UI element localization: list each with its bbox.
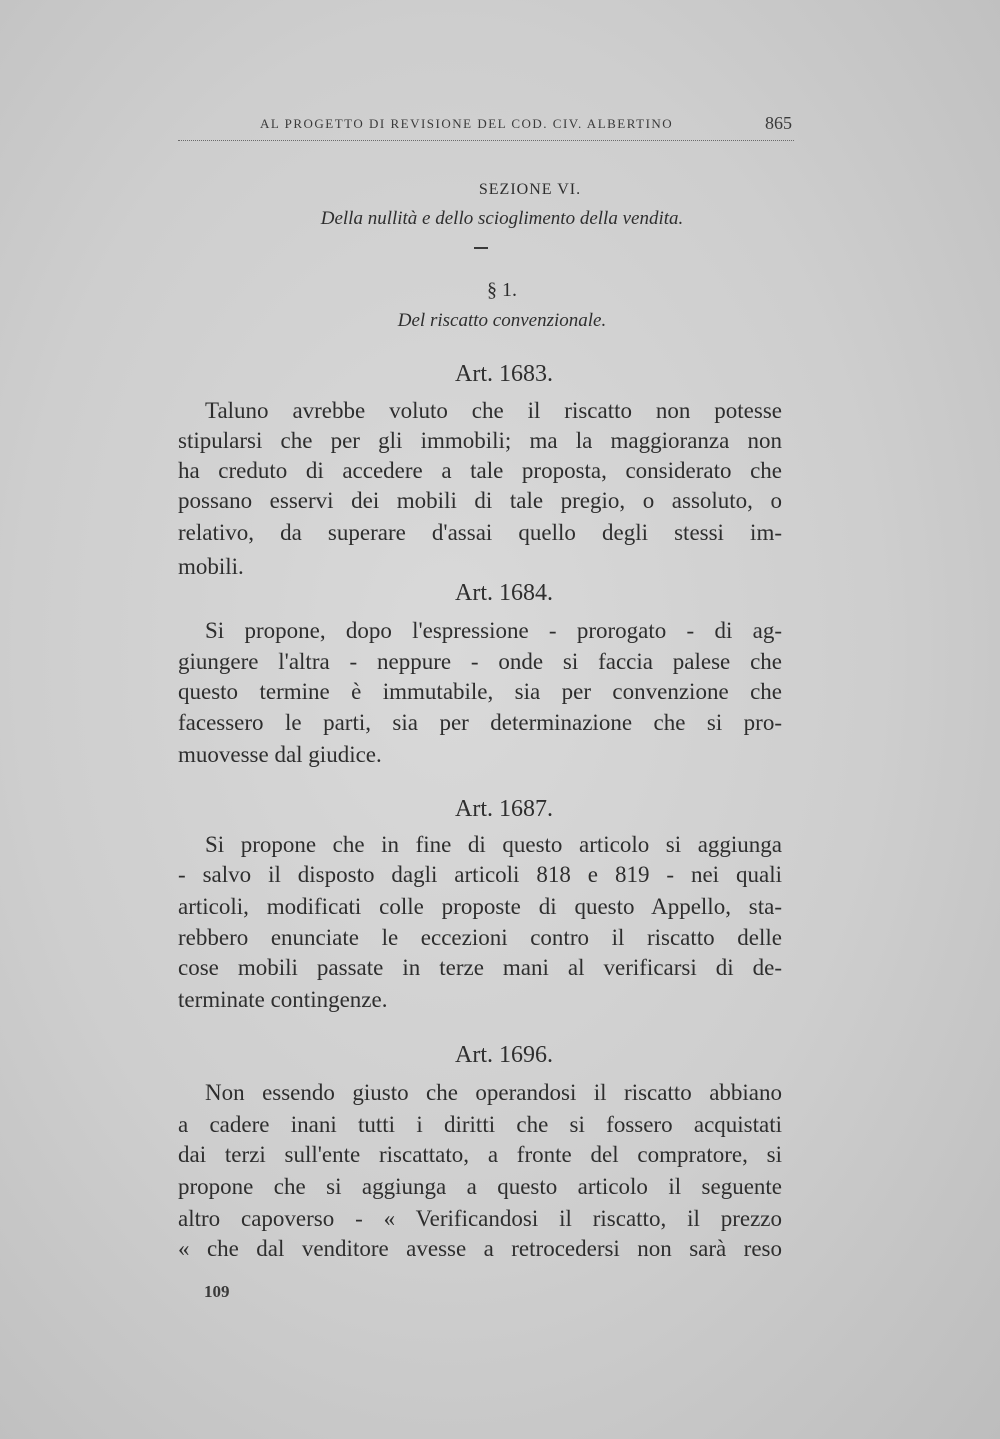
article-text-line: muovesse dal giudice. — [178, 742, 382, 767]
article-text-line: Si propone che in fine di questo articolo si aggiunga — [205, 832, 782, 857]
article-heading: Art. 1683. — [455, 361, 553, 387]
article-text-line: facessero le parti, sia per determinazione che si pro- — [178, 710, 782, 735]
signature-mark: 109 — [204, 1282, 230, 1301]
article-text-line: Non essendo giusto che operandosi il riscatto abbiano — [205, 1080, 782, 1105]
article-text-line: giungere l'altra - neppure - onde si faccia palese che — [178, 649, 782, 674]
subsection-mark: § 1. — [487, 279, 517, 301]
article-text-line: propone che si aggiunga a questo articolo il seguente — [178, 1174, 782, 1199]
article-text-line: relativo, da superare d'assai quello degli stessi im- — [178, 520, 782, 545]
article-text-line: cose mobili passate in terze mani al verificarsi di de- — [178, 955, 782, 980]
section-divider — [474, 247, 488, 249]
running-title: AL PROGETTO DI REVISIONE DEL COD. CIV. ALBERTINO — [260, 116, 674, 131]
article-text-line: ha creduto di accedere a tale proposta, considerato che — [178, 458, 782, 483]
article-text-line: terminate contingenze. — [178, 987, 388, 1012]
article-text-line: questo termine è immutabile, sia per convenzione che — [178, 679, 782, 704]
article-heading: Art. 1684. — [455, 580, 553, 606]
running-head — [178, 113, 794, 141]
article-text-line: Si propone, dopo l'espressione - prorogato - di ag- — [205, 618, 782, 643]
section-title: Della nullità e dello scioglimento della vendita. — [320, 208, 684, 229]
article-text-line: « che dal venditore avesse a retrocedersi non sarà reso — [178, 1236, 782, 1261]
article-text-line: mobili. — [178, 554, 244, 579]
article-text-line: dai terzi sull'ente riscattato, a fronte del compratore, si — [178, 1142, 782, 1167]
article-text-line: a cadere inani tutti i diritti che si fossero acquistati — [178, 1112, 782, 1137]
section-label: SEZIONE VI. — [478, 181, 582, 198]
article-heading: Art. 1696. — [455, 1042, 553, 1068]
article-text-line: rebbero enunciate le eccezioni contro il riscatto delle — [178, 925, 782, 950]
article-text-line: articoli, modificati colle proposte di questo Appello, sta- — [178, 894, 782, 919]
article-text-line: stipularsi che per gli immobili; ma la maggioranza non — [178, 428, 782, 453]
article-text-line: possano esservi dei mobili di tale pregio, o assoluto, o — [178, 488, 782, 513]
article-text-line: - salvo il disposto dagli articoli 818 e 819 - nei quali — [178, 862, 782, 887]
article-heading: Art. 1687. — [455, 796, 553, 822]
article-text-line: Taluno avrebbe voluto che il riscatto non potesse — [205, 398, 782, 423]
article-text-line: altro capoverso - « Verificandosi il riscatto, il prezzo — [178, 1206, 782, 1231]
subsection-title: Del riscatto convenzionale. — [397, 310, 607, 331]
page-number: 865 — [765, 113, 792, 133]
